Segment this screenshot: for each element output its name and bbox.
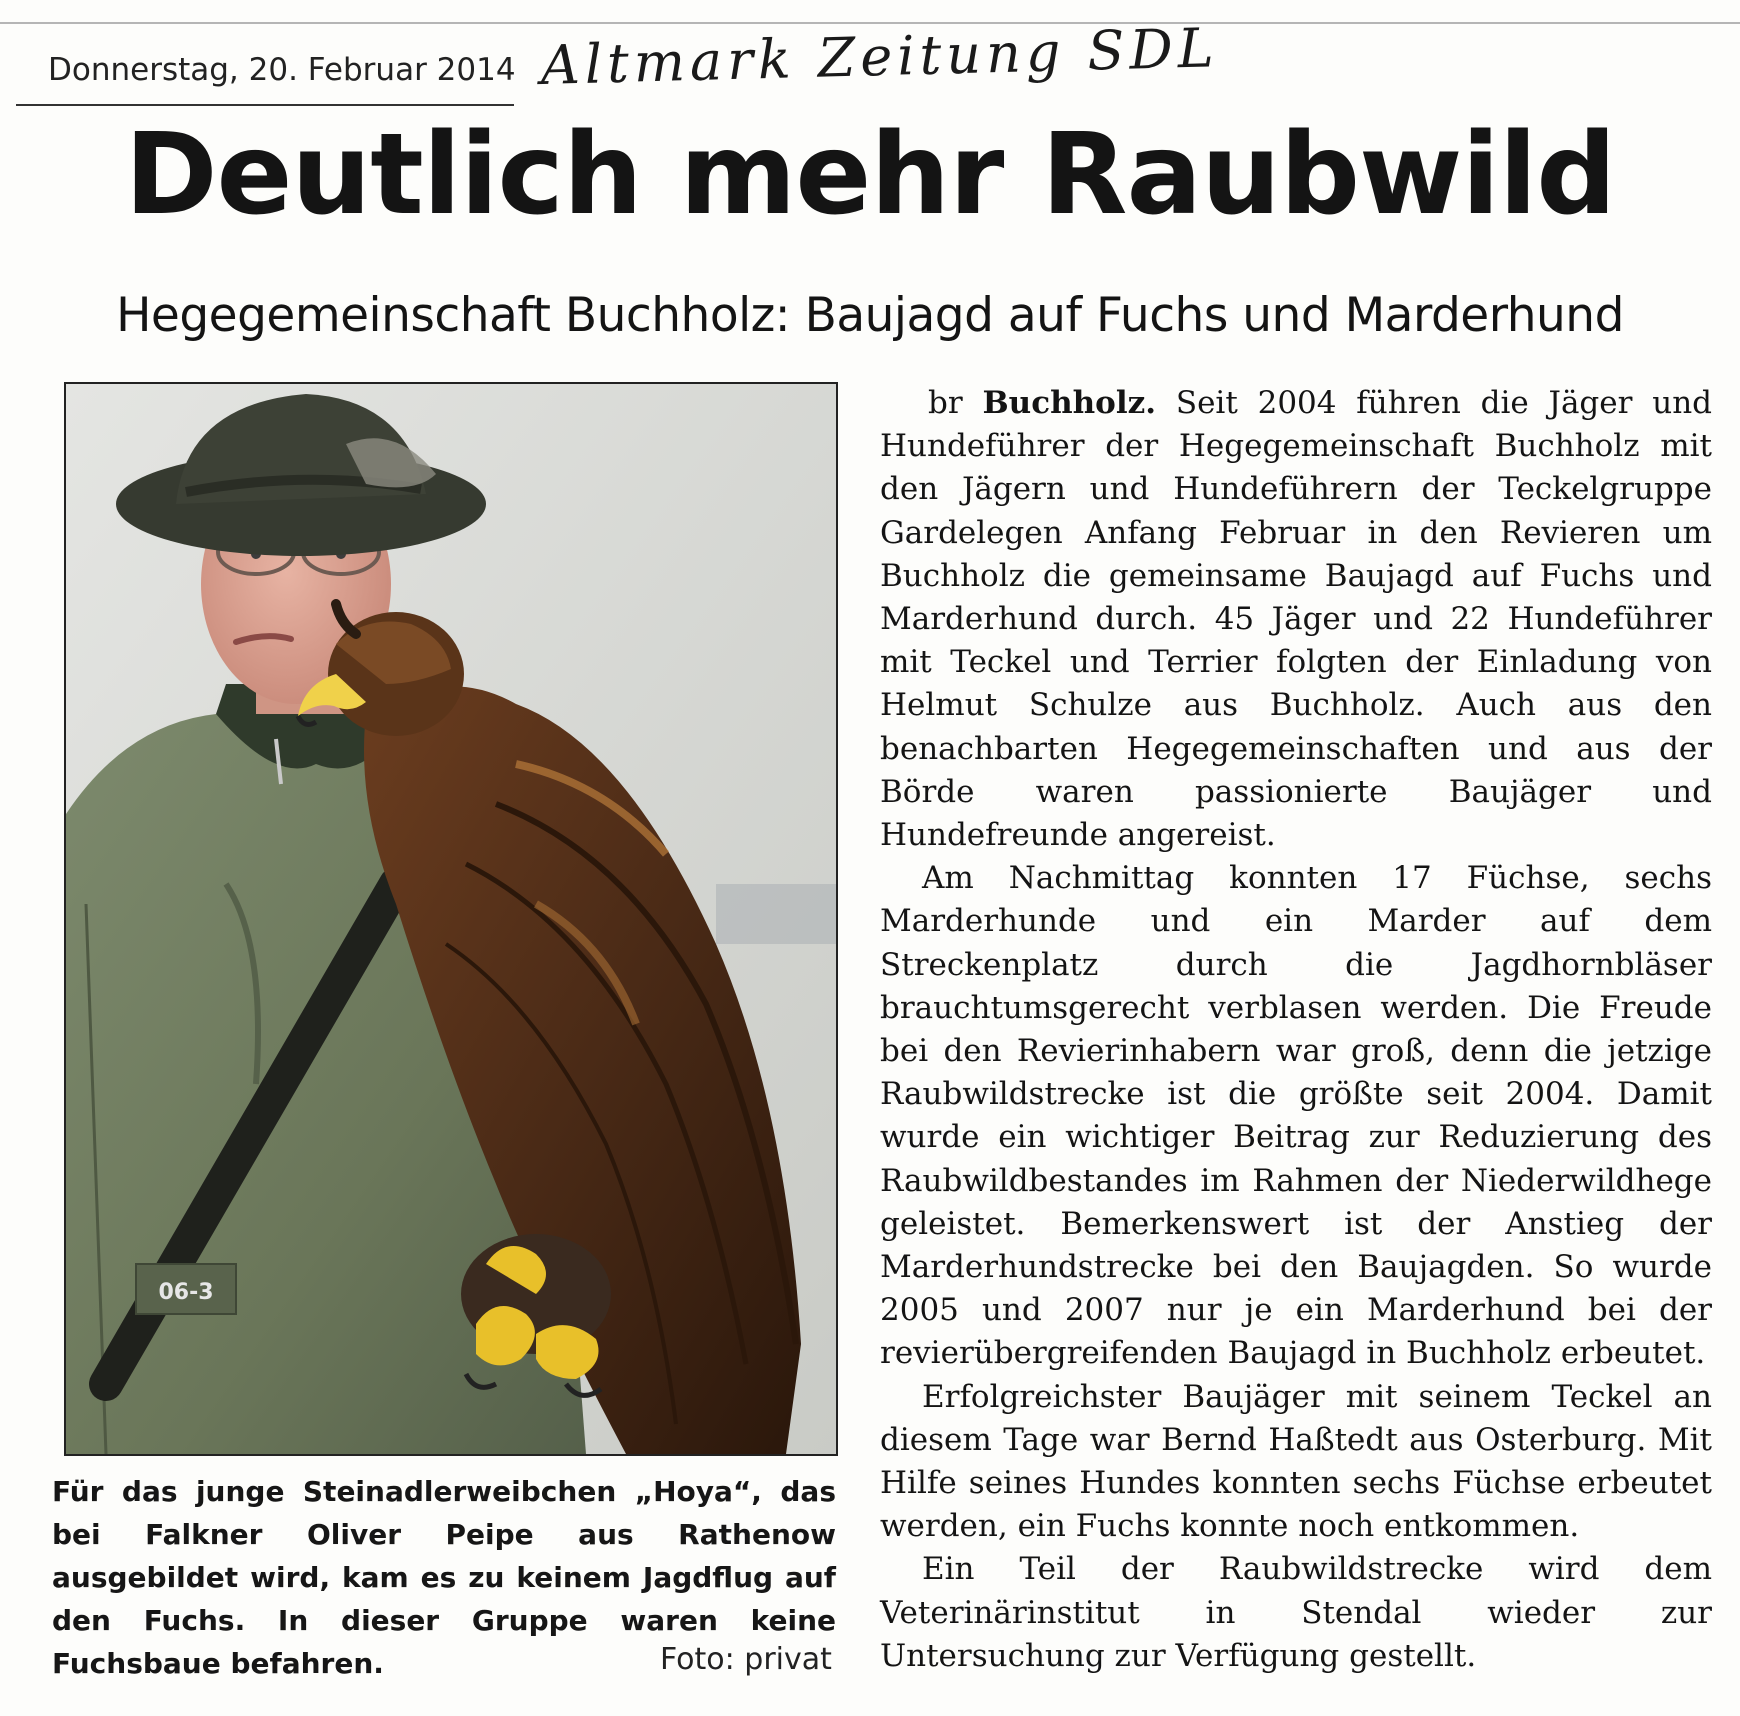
handwritten-note: Altmark Zeitung SDL [540, 16, 1220, 97]
photo-credit: Foto: privat [660, 1642, 832, 1677]
pocket-label: 06-3 [158, 1280, 214, 1305]
article-paragraph: Am Nachmittag konnten 17 Füchse, sechs Marderhunde und ein Marder auf dem Streckenplatz durch die Jagdhornbläser brauchtumsgerecht verblasen werden. Die Freude bei den Revierinhabern war groß, denn die jetzige Raubwildstrecke ist die größte seit 2004. Damit wurde ein wichtiger Beitrag zur Reduzierung des Raubwildbestandes im Rahmen der Niederwildhege geleistet. Bemerkenswert ist der Anstieg der Marderhundstrecke bei den Baujagden. So wurde 2005 und 2007 nur je ein Marderhund bei der revierübergreifenden Baujagd in Buchholz erbeutet. [880, 860, 1712, 1372]
article-paragraph: Ein Teil der Raubwildstrecke wird dem Veterinärinstitut in Stendal wieder zur Untersuchung zur Verfügung gestellt. [880, 1551, 1712, 1674]
article-photo [64, 382, 838, 1456]
paragraph-text: Seit 2004 führen die Jäger und Hundeführer der Hegegemeinschaft Buchholz mit den Jägern und Hundeführern der Teckelgruppe Gardelegen Anfang Februar in den Revieren um Buchholz die gemeinsame Baujagd auf Fuchs und Marderhund durch. 45 Jäger und 22 Hundeführer mit Teckel und Terrier folgten der Einladung von Helmut Schulze aus Buchholz. Auch aus den benachbarten Hegegemeinschaften und aus der Börde waren passionierte Baujäger und Hundefreunde angereist. [880, 385, 1713, 854]
dateline: Donnerstag, 20. Februar 2014 [48, 52, 516, 88]
article-paragraph [880, 382, 1712, 857]
subheadline: Hegegemeinschaft Buchholz: Baujagd auf Fuchs und Marderhund [116, 288, 1624, 343]
dateline-place: Buchholz. [982, 385, 1157, 421]
photo-caption: Für das junge Steinadlerweibchen „Hoya“, das bei Falkner Oliver Peipe aus Rathenow ausgebildet wird, kam es zu keinem Jagdflug auf den Fuchs. In dieser Gruppe waren keine Fuchsbaue befahren. [52, 1475, 836, 1680]
article-paragraph: Erfolgreichster Baujäger mit seinem Teckel an diesem Tage war Bernd Haßtedt aus Osterburg. Mit Hilfe seines Hundes konnten sechs Füchse erbeutet werden, ein Fuchs konnte noch entkommen. [880, 1378, 1712, 1545]
falconer-with-eagle-illustration [66, 384, 836, 1454]
article-body [880, 382, 1712, 1678]
author-initials: br [928, 385, 963, 421]
headline: Deutlich mehr Raubwild [124, 110, 1616, 240]
dateline-rule [16, 104, 514, 106]
top-rule [0, 22, 1740, 24]
